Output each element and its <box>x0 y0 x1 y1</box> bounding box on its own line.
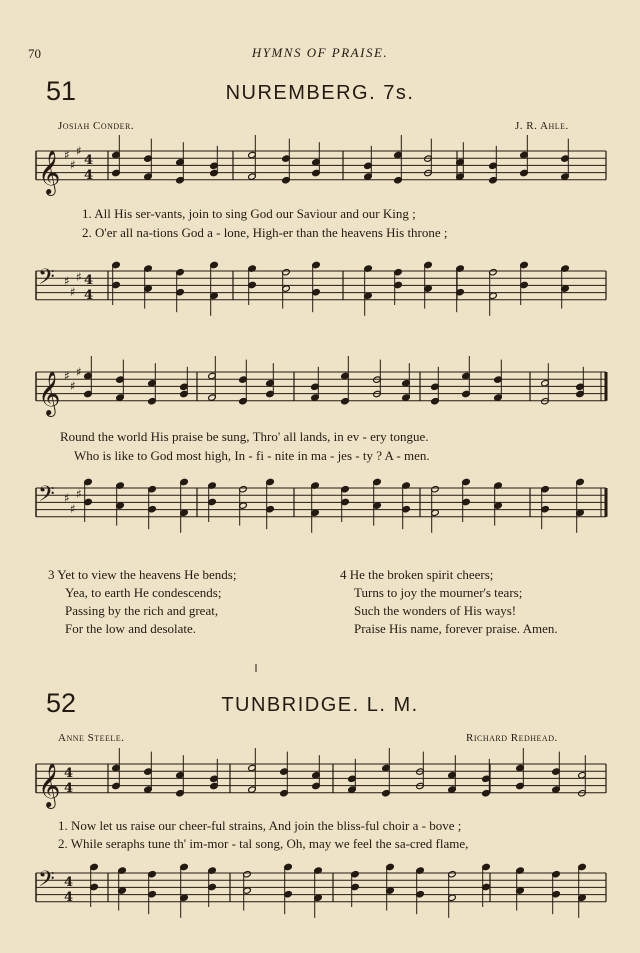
sharp-sign: ♯ <box>70 285 76 299</box>
sharp-sign: ♯ <box>64 148 70 162</box>
note-chord <box>248 135 257 180</box>
note-chord <box>576 367 585 398</box>
note-chord <box>239 360 248 405</box>
sharp-sign: ♯ <box>76 270 82 284</box>
bass-clef: 𝄢 <box>38 265 55 295</box>
note-chord <box>364 265 373 316</box>
note-chord <box>552 752 561 794</box>
note-chord <box>280 752 289 797</box>
stanza-3-line-2: Yea, to earth He condescends; <box>65 585 222 600</box>
note-chord <box>312 755 321 789</box>
hymn-52-lyric-line-2: 2. While seraphs tune th' im-mor - tal song, Oh, may we feel the sa-cred flame, <box>58 836 469 851</box>
note-chord <box>90 863 99 907</box>
note-chord <box>494 360 503 402</box>
note-chord <box>180 478 189 532</box>
sharp-sign: ♯ <box>64 491 70 505</box>
note-chord <box>373 360 382 398</box>
time-signature: 4 <box>64 781 74 796</box>
note-chord <box>176 269 185 313</box>
note-chord <box>489 146 498 184</box>
note-chord <box>552 871 561 915</box>
note-chord <box>576 478 585 532</box>
note-chord <box>462 478 471 522</box>
sharp-sign: ♯ <box>70 158 76 172</box>
note-chord <box>516 748 525 790</box>
hymn-51-lyric-line-1: 1. All His ser-vants, join to sing God our Saviour and our King ; <box>82 206 416 221</box>
note-chord <box>282 269 291 309</box>
note-chord <box>416 752 425 790</box>
note-chord <box>482 863 491 907</box>
note-chord <box>402 482 411 529</box>
note-chord <box>266 478 275 529</box>
sharp-sign: ♯ <box>64 369 70 383</box>
hymn-52-title: TUNBRIDGE. L. M. <box>221 694 419 716</box>
bass-clef: 𝄢 <box>38 482 55 512</box>
note-chord <box>176 755 185 797</box>
note-chord <box>144 139 153 181</box>
note-chord <box>312 261 321 312</box>
note-chord <box>148 486 157 530</box>
note-chord <box>210 759 219 790</box>
note-chord <box>176 142 185 184</box>
note-chord <box>148 871 157 915</box>
note-chord <box>312 142 321 176</box>
note-chord <box>84 356 93 398</box>
staff-extras <box>36 144 606 905</box>
note-chord <box>208 356 217 401</box>
note-chord <box>84 478 93 522</box>
page-number: 70 <box>28 46 41 61</box>
note-chord <box>431 367 440 405</box>
note-chord <box>578 863 587 917</box>
note-chord <box>416 867 425 914</box>
note-chord <box>462 356 471 398</box>
note-chord <box>148 363 157 405</box>
hymn-51-lyric-line-3: Round the world His praise be sung, Thro' all lands, in ev - ery tongue. <box>60 429 429 444</box>
note-chord <box>282 139 291 184</box>
time-signature: 4 <box>84 153 94 168</box>
note-chord <box>578 755 587 797</box>
treble-clef: 𝄞 <box>38 149 61 194</box>
notes <box>84 135 587 918</box>
note-chord <box>341 356 350 405</box>
stanza-3-line-1: 3 Yet to view the heavens He bends; <box>48 567 237 582</box>
note-chord <box>210 146 219 177</box>
hymn-52-composer: Richard Redhead. <box>466 732 558 744</box>
note-chord <box>144 752 153 794</box>
note-chord <box>239 486 248 526</box>
time-signature: 4 <box>84 288 94 303</box>
stanza-3-line-4: For the low and desolate. <box>65 621 197 636</box>
note-chord <box>424 139 433 177</box>
stanza-4-line-1: 4 He the broken spirit cheers; <box>340 567 494 582</box>
treble-clef: 𝄞 <box>38 762 61 807</box>
note-chord <box>382 748 391 797</box>
stanza-3-line-3: Passing by the rich and great, <box>65 603 219 618</box>
note-chord <box>180 367 189 398</box>
note-chord <box>314 867 323 918</box>
note-chord <box>112 261 121 305</box>
note-chord <box>520 261 529 305</box>
time-signature: 4 <box>84 273 94 288</box>
hymn-52-number: 52 <box>46 688 77 718</box>
hymn-52-lyric-line-1: 1. Now let us raise our cheer-ful strains, And join the bliss-ful choir a - bove ; <box>58 818 462 833</box>
sharp-sign: ♯ <box>76 144 82 158</box>
note-chord <box>541 363 550 405</box>
note-chord <box>561 139 570 181</box>
note-chord <box>284 863 293 914</box>
note-chord <box>456 265 465 312</box>
note-chord <box>402 363 411 401</box>
sharp-sign: ♯ <box>64 274 70 288</box>
treble-clef: 𝄞 <box>38 370 61 415</box>
stanza-4-line-2: Turns to joy the mourner's tears; <box>354 585 523 600</box>
hymn-51-title: NUREMBERG. 7s. <box>225 82 415 104</box>
note-chord <box>112 748 121 790</box>
time-signature: 4 <box>84 168 94 183</box>
hymn-51-lyric-line-2: 2. O'er all na-tions God a - lone, High-er than the heavens His throne ; <box>82 225 448 240</box>
note-chord <box>394 135 403 184</box>
sharp-sign: ♯ <box>70 379 76 393</box>
hymn-52-author: Anne Steele. <box>58 732 125 744</box>
stanza-4-line-3: Such the wonders of His ways! <box>354 603 517 618</box>
note-chord <box>112 135 121 177</box>
time-signature: 4 <box>64 890 74 905</box>
note-chord <box>311 482 320 533</box>
running-head: HYMNS OF PRAISE. <box>251 45 389 60</box>
stanza-4-line-4: Praise His name, forever praise. Amen. <box>354 621 558 636</box>
note-chord <box>448 755 457 793</box>
hymn-51-number: 51 <box>46 76 77 106</box>
note-chord <box>243 871 252 911</box>
note-chord <box>541 486 550 530</box>
note-chord <box>266 363 275 397</box>
bass-clef: 𝄢 <box>38 867 55 897</box>
hymn-51-composer: J. R. Ahle. <box>515 120 569 132</box>
sharp-sign: ♯ <box>70 502 76 516</box>
note-chord <box>248 748 257 793</box>
hymn-51-author: Josiah Conder. <box>58 120 135 132</box>
time-signature: 4 <box>64 875 74 890</box>
time-signature: 4 <box>64 766 74 781</box>
note-chord <box>482 759 491 797</box>
sharp-sign: ♯ <box>76 365 82 379</box>
note-chord <box>520 135 529 177</box>
note-chord <box>180 863 189 917</box>
hymn-51-lyric-line-4: Who is like to God most high, In - fi - nite in ma - jes - ty ? A - men. <box>74 448 430 463</box>
sharp-sign: ♯ <box>76 487 82 501</box>
note-chord <box>210 261 219 315</box>
note-chord <box>116 360 125 402</box>
